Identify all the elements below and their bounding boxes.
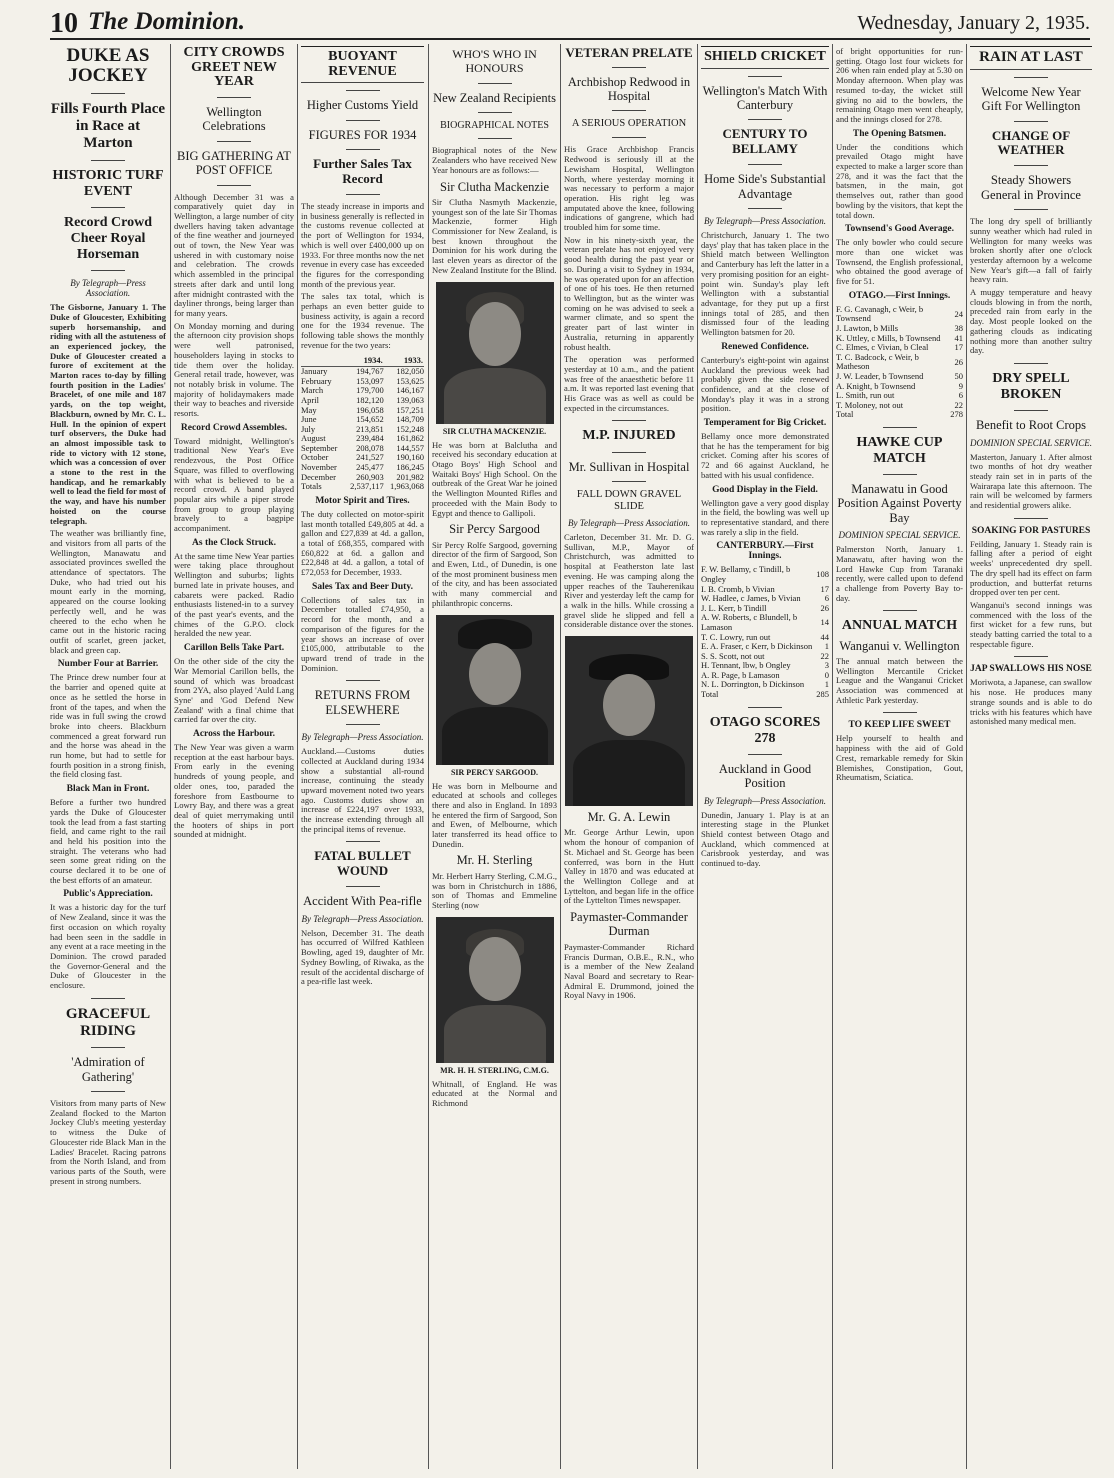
table-cell: T. Moloney, not out [836,399,904,410]
headline-city-crowds: CITY CROWDS GREET NEW YEAR [183,45,285,90]
headline-hawke-cup: HAWKE CUP MATCH [856,434,943,466]
article-body: Mr. George Arthur Lewin, upon whom the honour of companion of St. Michael and St. George has been conferred, was born in the Hutt Valley in 1870 and was educated at the Wellington College and at Lyttelton, and began life in the office of the Lyttelton Times newspaper. [564,827,694,906]
table-cell: H. Tennant, lbw, b Ongley [701,660,791,671]
table-cell: 201,982 [396,471,424,482]
table-total-row [301,482,424,492]
table-cell: 179,700 [356,385,384,396]
divider [91,1047,125,1048]
column-rule [297,44,298,1469]
headline-buoyant-revenue: BUOYANT REVENUE [301,46,424,83]
table-cell: 24 [954,308,963,319]
scorecard-table [836,305,963,420]
table-total-row [836,410,963,420]
divider [1014,209,1048,210]
deck: Wellington's Match With Canterbury [702,83,828,113]
column-1 [50,44,166,1474]
table-cell: 2,537,117 [350,481,384,492]
table-cell: I. B. Cromb, b Vivian [701,583,775,594]
deck: Higher Customs Yield [306,98,419,113]
subdeck: 'Admiration of Gathering' [71,1055,145,1084]
revenue-table [301,355,424,492]
table-cell: November [301,462,337,473]
article-body: Sir Percy Rolfe Sargood, governing director of the firm of Sargood, Son and Ewen, Ltd., of Dunedin, is one of the most prominent business men of the city, and has been associated with many commercial and philanthropic concerns. [432,539,557,608]
table-cell: 22 [954,399,963,410]
table-cell: 157,251 [396,404,424,415]
deck: Wellington Celebrations [202,105,266,134]
article-body: Under the conditions which prevailed Otago might have expected to make a larger score than 278, and it was the fact that the batsmen, in the main, got themselves out, rather than good bowling by the visitors, that kept the total down. [836,141,963,220]
table-cell: 108 [816,569,829,580]
subdeck: CENTURY TO BELLAMY [722,126,808,157]
portrait-photo [436,615,554,765]
subdeck: Home Side's Substantial Advantage [704,172,826,201]
subdeck: Further Sales Tax Record [313,156,412,187]
article-lead: The Gisborne, January 1. The Duke of Gloucester, Exhibiting superb horsemanship, and riding with all the astuteness of an experienced jockey, the Duke of Gloucester created a furore of excitement at the Marton races to-day by filling fourth position in the Ladies' Bracelet, of one mile and 187 yards, on the top weight, Blackburn, owned by Mr. C. L. Hull. In the opinion of expert turf observers, the Duke had an almost impossible task to ride to victory with 12 stone, which was a concession of over a stone to the rest in the handicap, and he remarkably well to lead the field for most of the way, and have his number hoisted on the course telegraph. [50,302,166,526]
table-row [701,565,829,584]
byline: By Telegraph—Press Association. [704,795,826,806]
table-cell: A. R. Page, b Lamason [701,669,780,680]
table-row [701,680,829,690]
article-body: Palmerston North, January 1. Manawatu, after having won the Lord Hawke Cup from Taranaki recently, were called upon to defend a challenge from Poverty Bay to-day. [836,544,963,603]
deck: Archbishop Redwood in Hospital [567,74,691,104]
subhead: Good Display in the Field. [712,484,818,495]
article-body: Biographical notes of the New Zealanders who have received New Year honours are as follows:— [432,145,557,175]
portrait-photo [436,917,554,1063]
article-body: Feilding, January 1. Steady rain is falling after a period of eight weeks' unprecedented dry spell. The dry spell had its effect on farm production, and butterfat returns dropped over ten per cent. [970,538,1092,598]
byline: DOMINION SPECIAL SERVICE. [838,530,961,541]
table-cell: 148,709 [396,414,424,425]
table-cell: 50 [954,370,963,381]
article-body: The steady increase in imports and in business generally is reflected in the customs revenue collected at the port of Wellington for 1934, which is well over £400,000 up on 1933. For three months now the net revenue in every case has exceeded the figures for the corresponding month of the previous year. [301,201,424,289]
table-cell: T. C. Badcock, c Weir, b Matheson [836,351,919,372]
table-cell: October [301,452,329,463]
table-cell: 285 [816,689,829,700]
headline-graceful-riding: GRACEFUL RIDING [65,1005,151,1040]
article-body: Carleton, December 31. Mr. D. G. Sullivan, M.P., Mayor of Christchurch, was admitted to hospital at Featherston late last evening. He was camping along the upper reaches of the Tauherenikau River and yesterday left the camp for a walk in the hills. While crossing a gravel slide he slipped and fell a considerable distance over the stones. [564,532,694,630]
article-body: The duty collected on motor-spirit last month totalled £49,805 at 4d. a gallon and £27,839 at 4d. a gallon, a total of £68,355, compared with £60,822 at 6d. a gallon and £22,848 at 4d. a gallon, a total of £72,053 for December, 1933. [301,508,424,578]
subhead: Sales Tax and Beer Duty. [312,581,413,592]
subhead: Record Crowd Assembles. [180,422,288,433]
subdeck: Record Crowd Cheer Royal Horseman [63,214,152,262]
article-body: Masterton, January 1. After almost two months of hot dry weather steady rain set in in parts of the Wairarapa late this afternoon. The rain will be welcomed by farmers and residential growers alike. [970,451,1092,511]
byline: DOMINION SPECIAL SERVICE. [970,437,1092,448]
article-body: Whitnall, of England. He was educated at the Normal and Richmond [432,1078,557,1109]
article-body: The annual match between the Wellington Mercantile Cricket League and the Wanganui Cricket Association was commenced at Athletic Park yesterday. [836,655,963,705]
headline-whos-who: WHO'S WHO IN HONOURS [452,47,537,75]
subdeck: Steady Showers General in Province [981,173,1081,202]
divider [612,452,646,453]
table-cell: 278 [950,409,963,420]
subhead: Temperament for Big Cricket. [703,418,827,429]
divider [346,194,380,195]
table-cell: 190,160 [396,452,424,463]
divider [478,138,512,139]
table-cell: 3 [824,660,829,671]
table-row [836,305,963,324]
byline: By Telegraph—Press Association. [70,278,146,299]
table-cell: 26 [820,602,829,613]
table-cell: February [301,375,332,386]
article-body: Now in his ninety-sixth year, the veteran prelate has not enjoyed very good health during the past year or so. During a visit to Sydney in 1934, he was operated upon for an affection of one of his toes. He then returned to Wellington, but as the winter was coming on he was advised to seek a warmer climate, and so spent the greater part of last winter in Australia, returning in apparently robust health. [564,234,694,352]
headline-returns: RETURNS FROM ELSEWHERE [314,688,411,717]
deck: Fills Fourth Place in Race at Marton [50,100,166,152]
table-cell: 245,477 [356,462,384,473]
table-cell: 208,078 [356,442,384,453]
column-rule [170,44,171,1469]
headline-duke-as-jockey: DUKE AS JOCKEY [66,45,150,86]
table-cell: 241,527 [356,452,384,463]
article-body: of bright opportunities for run-getting. Otago lost four wickets for 206 when rain ended play at 5.30 on Monday afternoon. When play was resumed to-day, the wicket still giving no aid to the bowlers, the remaining Otago men went cheaply, and the innings closed for 278. [836,46,963,124]
table-cell: J. L. Kerr, b Tindill [701,602,767,613]
person-name: Mr. G. A. Lewin [587,810,671,825]
divider [612,420,646,421]
person-name: Paymaster-Commander Durman [570,910,688,939]
divider [1014,165,1048,166]
divider [1014,77,1048,78]
headline-jap-nose: JAP SWALLOWS HIS NOSE [970,664,1092,675]
headline-fatal-bullet: FATAL BULLET WOUND [314,848,411,879]
divider [91,93,125,94]
photo-caption: SIR CLUTHA MACKENZIE. [442,426,547,436]
table-cell: 196,058 [356,404,384,415]
divider [346,149,380,150]
table-cell: 6 [824,593,829,604]
scorecard-table [701,565,829,699]
table-cell: 1,963,068 [390,481,424,492]
article-body: Collections of sales tax in December totalled £74,950, a record for the month, and a comparison of the figures for the year shows an increase of over £105,000, attributable to the upward trend of trade in the Dominion. [301,594,424,673]
table-cell: S. S. Scott, not out [701,650,765,661]
article-body: He was born at Balclutha and received his secondary education at Otago Boys' High School and Waitaki Boys' High School. On the outbreak of the Great War he joined the Wellington Mounted Rifles and proceeded with the Main Body to Egypt and thence to Gallipoli. [432,439,557,518]
table-cell: A. W. Roberts, c Blundell, b Lamason [701,612,798,632]
table-total-row [701,690,829,700]
advertisement-title: TO KEEP LIFE SWEET [848,720,951,731]
article-body: The only bowler who could secure more than one wicket was Townsend, the English professional, who obtained the good average of five for 51. [836,237,963,287]
subhead: Renewed Confidence. [721,341,809,352]
subhead: Carillon Bells Take Part. [183,643,285,654]
article-body: Christchurch, January 1. The two days' play that has taken place in the Shield match between Wellington and Canterbury has left the latter in a very promising position for an eight-point win. Sunday's play left Wellington with a substantial advantage, for they put up a first innings total of 285, and then dismissed four of the leading Wellington batsmen for 20. [701,230,829,338]
table-header: 1934. [344,355,384,367]
table-cell: 1 [824,679,829,690]
subhead: Townsend's Good Average. [844,224,954,235]
scorecard-title: CANTERBURY.—First Innings. [716,541,814,562]
table-header: 1933. [384,355,424,367]
article-body: Mr. Herbert Harry Sterling, C.M.G., was born in Christchurch in 1886, son of Thomas and Emmeline Sterling (now [432,870,557,910]
table-cell: 0 [824,669,829,680]
divider [346,120,380,121]
divider [91,998,125,999]
table-cell: 26 [954,356,963,367]
subdeck: CHANGE OF WEATHER [991,127,1071,158]
table-cell: F. W. Bellamy, c Tindill, b Ongley [701,564,791,584]
article-body: The sales tax total, which is perhaps an even better guide to business activity, is again a record one for the 1934 revenue. The following table shows the monthly revenue for the two years: [301,291,424,350]
table-cell: 17 [954,342,963,353]
divider [91,207,125,208]
headline-soaking: SOAKING FOR PASTURES [971,525,1091,536]
column-6 [701,44,829,1474]
divider [748,164,782,165]
table-cell: 260,903 [356,471,384,482]
deck: Auckland in Good Position [718,761,812,791]
article-body: It was a historic day for the turf of New Zealand, since it was the first occasion on which royalty had been seen in the saddle in any event at a race meeting in the Dominion. The crowd paraded the Governor-General and the Duke of Gloucester in the enclosure. [50,902,166,991]
subhead: Across the Harbour. [192,729,276,740]
divider [883,610,917,611]
table-cell: 38 [954,322,963,333]
article-body: On the other side of the city the War Memorial Carillon bells, the sound of which was broadcast from 2YA, also played 'Auld Lang Syne' and 'God Defend New Zealand' with a final chime that carried far over the city. [174,656,294,725]
table-cell: December [301,471,336,482]
headline-mp-injured: M.P. INJURED [582,428,676,444]
column-4 [432,44,557,1474]
subhead: Public's Appreciation. [63,889,153,900]
divider [612,67,646,68]
subhead: The Opening Batsmen. [852,128,947,139]
column-rule [966,44,967,1469]
article-body: Wanganui's second innings was commenced with the loss of the first wicket for a few runs, but steady batting carried the total to a respectable figure. [970,599,1092,649]
person-name: Mr. H. Sterling [456,853,533,868]
divider [1014,363,1048,364]
divider [346,90,380,91]
article-body: Paymaster-Commander Richard Francis Durman, O.B.E., R.N., who is a member of the New Zealand Naval Board and secretary to Rear-Admiral E. Drummond, joined the Royal Navy in 1906. [564,941,694,1001]
table-cell: Totals [301,481,322,492]
column-8 [970,44,1092,1474]
subhead: Motor Spirit and Tires. [315,495,410,506]
person-name: Sir Clutha Mackenzie [440,179,549,194]
table-cell: 152,248 [396,423,424,434]
divider [883,474,917,475]
table-cell: 182,120 [356,394,384,405]
table-cell: K. Uttley, c Mills, b Townsend [836,332,941,343]
article-body: The long dry spell of brilliantly sunny weather which had ruled in Wellington for many weeks was broken shortly after one o'clock yesterday afternoon by a welcome New Year's gift—a fall of fairly heavy rain. [970,216,1092,285]
table-cell: 153,625 [396,375,424,386]
table-row [836,401,963,411]
table-cell: W. Hadlee, c James, b Vivian [701,593,801,604]
article-body: A muggy temperature and heavy clouds blowing in from the north, preceded rain from early in the day. Most people looked on the gathering clouds as indicating nothing more than another sultry day. [970,287,1092,356]
subdeck: A SERIOUS OPERATION [571,118,687,130]
byline: By Telegraph—Press Association. [301,732,424,743]
headline-annual-match: ANNUAL MATCH [841,618,958,634]
table-cell: 14 [820,617,829,628]
subhead: Number Four at Barrier. [57,659,159,670]
divider [91,160,125,161]
portrait-photo [436,282,554,424]
deck: Benefit to Root Crops [975,418,1087,433]
table-cell: J. Lawton, b Mills [836,322,899,333]
article-body: Visitors from many parts of New Zealand flocked to the Marton Jockey Club's meeting yesterday to witness the Duke of Gloucester ride Black Man in the Ladies' Bracelet. Racing patrons from the North Island, and from various parts of the South, were present in strong numbers. [50,1098,166,1186]
subhead: As the Clock Struck. [192,537,276,548]
table-cell: 194,767 [356,366,384,377]
table-cell: March [301,385,324,396]
subhead: Black Man in Front. [66,784,150,795]
issue-date: Wednesday, January 2, 1935. [857,12,1090,34]
photo-caption: SIR PERCY SARGOOD. [450,767,539,777]
subdeck: BIOGRAPHICAL NOTES [440,119,549,131]
table-cell: Total [701,689,719,700]
table-cell: Total [836,409,854,420]
table-cell: September [301,442,338,453]
article-body: On Monday morning and during the afternoon city provision shops were well patronised, householders laying in stocks to tide them over the holiday. General retail trade, however, was not notably brisk in volume. The majority of holidaymakers made their way to beaches and riverside resorts. [174,320,294,419]
subdeck: FIGURES FOR 1934 [308,127,417,142]
page-number: 10 [50,8,78,39]
article-body: Although December 31 was a comparatively quiet day in Wellington, a large number of city dwellers having taken advantage of the fine weather and journeyed out of town, the New Year was ushered in with customary noise and celebration. The crowds which assembled in the principal streets after dark and until long after midnight contrasted with the dayliner throngs, being larger than for many years. [174,191,294,318]
article-body: Dunedin, January 1. Play is at an interesting stage in the Plunket Shield contest between Otago and Auckland, which commenced at Carisbrook yesterday, and was continued to-day. [701,809,829,869]
table-cell: A. Knight, b Townsend [836,380,916,391]
table-cell: F. G. Cavanagh, c Weir, b Townsend [836,303,924,324]
table-cell: 1 [824,641,829,652]
article-body: The weather was brilliantly fine, and visitors from all parts of the Wellington, Manawatu and associated provinces swelled the attendance of spectators. The Duke, who had tried out his mount early in the morning, appeared on the course looking perfectly well, and he was cheered to the echo when he came out in the historic racing outfit of scarlet, green jacket, black and green cap. [50,528,166,655]
byline: By Telegraph—Press Association. [568,518,690,529]
divider [748,754,782,755]
column-rule [832,44,833,1469]
divider [346,841,380,842]
table-cell: 9 [958,380,963,391]
section-heading: HISTORIC TURF EVENT [52,167,164,199]
table-cell: N. L. Dorrington, b Dickinson [701,679,805,690]
article-body: At the same time New Year parties were taking place throughout Wellington and suburbs; lights burned late in private houses, and cabarets were packed. Radio enthusiasts listened-in to a survey of the past year's events, and the chimes of the G.P.O. clock heralded the new year. [174,550,294,639]
table-cell: 153,097 [356,375,384,386]
table-cell: 17 [820,583,829,594]
deck: Accident With Pea-rifle [303,894,422,909]
scorecard-title: OTAGO.—First Innings. [848,290,951,301]
divider [748,707,782,708]
article-body: The Prince drew number four at the barrier and opened quite at once as he settled the horse in front of the tapes, and when the ride was in full swing the crowd broke into cheers. Blackburn commenced a great forward run and the horse was ahead in the run home, but had to settle for fourth position in a strong finish, the field closing fast. [50,672,166,780]
table-cell: 186,245 [396,462,424,473]
table-cell: L. Smith, run out [836,390,895,401]
divider [883,427,917,428]
divider [217,97,251,98]
divider [346,724,380,725]
divider [478,83,512,84]
table-cell: E. A. Fraser, c Kerr, b Dickinson [701,641,813,652]
photo-caption: MR. H. H. STERLING, C.M.G. [440,1065,549,1075]
column-3 [301,44,424,1474]
headline-dry-spell: DRY SPELL BROKEN [992,370,1070,403]
table-cell: J. W. Leader, b Townsend [836,370,924,381]
table-cell: April [301,394,319,405]
headline-veteran-prelate: VETERAN PRELATE [565,45,693,60]
divider [883,712,917,713]
divider [748,208,782,209]
table-cell: 213,851 [356,423,384,434]
article-body: Sir Clutha Nasmyth Mackenzie, youngest son of the late Sir Thomas Mackenzie, former High Commissioner for New Zealand, is best known throughout the Dominion for his work during the last eleven years as director of the New Zealand Institute for the Blind. [432,196,557,275]
divider [346,886,380,887]
divider [612,110,646,111]
table-cell: T. C. Lowry, run out [701,631,771,642]
table-cell: 182,050 [396,366,424,377]
table-cell: June [301,414,317,425]
divider [91,270,125,271]
divider [217,185,251,186]
subdeck: FALL DOWN GRAVEL SLIDE [576,488,682,512]
column-2 [174,44,294,1474]
table-cell: 146,167 [396,385,424,396]
headline-otago-scores: OTAGO SCORES 278 [709,714,821,746]
table-cell: 154,652 [356,414,384,425]
article-body: Nelson, December 31. The death has occurred of Wilfred Kathleen Bowling, aged 19, daughter of Mr. Sydney Bowling, of Riwaka, as the result of the accidental discharge of a pea-rifle last week. [301,927,424,987]
article-body: The operation was performed yesterday at 10 a.m., and the patient was free of the anaesthetic before 11 a.m. It was reported last evening that His Grace was as well as could be expected in the circumstances. [564,354,694,413]
table-header-row [301,355,424,367]
table-cell: May [301,404,317,415]
article-body: Moriwota, a Japanese, can swallow his nose. He produces many strange sounds and is able to do tricks with his features which have astonished many medical men. [970,677,1092,727]
table-cell: 239,484 [356,433,384,444]
person-name: Sir Percy Sargood [449,522,540,537]
table-cell: August [301,433,326,444]
column-7 [836,44,963,1474]
article-body: Wellington gave a very good display in the field, the bowling was well up to representative standard, and there was rarely a slip in the field. [701,497,829,537]
divider [346,680,380,681]
divider [612,481,646,482]
subdeck: BIG GATHERING AT POST OFFICE [177,148,291,178]
byline: By Telegraph—Press Association. [704,216,826,227]
divider [1014,656,1048,657]
byline: By Telegraph—Press Association. [301,913,424,924]
article-body: His Grace Archbishop Francis Redwood is seriously ill at the Lewisham Hospital, Wellington North, where yesterday morning it was necessary to perform a major operation. His right leg was amputated above the knee, following indications of gangrene, which had troubled him for some time. [564,144,694,233]
masthead [50,10,1090,40]
article-body: Auckland.—Customs duties collected at Auckland during 1934 show a substantial all-round increase, continuing the steady upward movement noted two years ago. Customs duties show an increase of £224,197 over 1933, the increase extending through all the principal items of revenue. [301,746,424,834]
article-body: He was born in Melbourne and educated at schools and colleges there and also in England. In 1893 he entered the firm of Sargood, Son and Ewen, of Melbourne, which later transferred its head office to Dunedin. [432,780,557,849]
divider [1014,410,1048,411]
table-row [701,613,829,632]
table-cell: 161,862 [396,433,424,444]
table-cell: 41 [954,332,963,343]
article-body: Toward midnight, Wellington's traditional New Year's Eve rendezvous, the Post Office Square, was filled to overflowing with what is believed to be a record crowd. A band played popular airs while a piper strode from group to group playing bravely to a bagpipe accompaniment. [174,435,294,534]
table-cell: 6 [958,390,963,401]
deck: Mr. Sullivan in Hospital [568,459,690,474]
article-body: The New Year was given a warm reception at the east harbour bays. From early in the evening hundreds of young people, and older ones, too, paraded the foreshore from Eastbourne to Lowry Bay, and there was a great deal of quiet merrymaking until the hooters of ships in port sounded at midnight. [174,742,294,840]
article-body: Canterbury's eight-point win against Auckland the previous week had probably given the side renewed confidence, and at the close of Monday's play it was in a strong position. [701,354,829,414]
article-body: Bellamy once more demonstrated that he has the temperament for big cricket. Coming after his scores of 72 and 66 against Auckland, he batted with his usual confidence. [701,431,829,480]
divider [478,112,512,113]
table-cell: 22 [820,650,829,661]
headline-shield-cricket: SHIELD CRICKET [701,46,829,69]
divider [748,76,782,77]
deck: New Zealand Recipients [433,90,556,105]
deck: Manawatu in Good Position Against Poverty Bay [837,482,962,525]
divider [1014,121,1048,122]
column-rule [560,44,561,1469]
table-cell: January [301,366,328,377]
headline-rain-at-last: RAIN AT LAST [970,46,1092,70]
column-5 [564,44,694,1474]
table-cell: C. Elmes, c Vivian, b Cleal [836,342,929,353]
advertisement-body: Help yourself to health and happiness with the aid of Gold Crest, remarkable remedy for Skin Blemishes, Constipation, Gout, Rheumatism, Sciatica. [836,733,963,783]
divider [1014,518,1048,519]
deck: Wanganui v. Wellington [839,638,960,653]
divider [217,141,251,142]
table-row [836,353,963,372]
table-cell: 44 [820,631,829,642]
column-rule [428,44,429,1469]
table-cell: July [301,423,316,434]
column-rule [697,44,698,1469]
divider [612,137,646,138]
deck: Welcome New Year Gift For Wellington [981,84,1081,114]
divider [748,119,782,120]
table-cell: 144,557 [396,442,424,453]
table-header [301,355,344,367]
newspaper-title: The Dominion. [88,8,245,35]
divider [91,1091,125,1092]
table-cell: 139,063 [396,394,424,405]
article-body: Before a further two hundred yards the Duke of Gloucester took the lead from a fast starting field, and came right to the rail and held his position into the straight. The veterans who had seen some great riding on the course declared it to be one of the best efforts of an amateur. [50,797,166,885]
portrait-photo [565,636,693,806]
